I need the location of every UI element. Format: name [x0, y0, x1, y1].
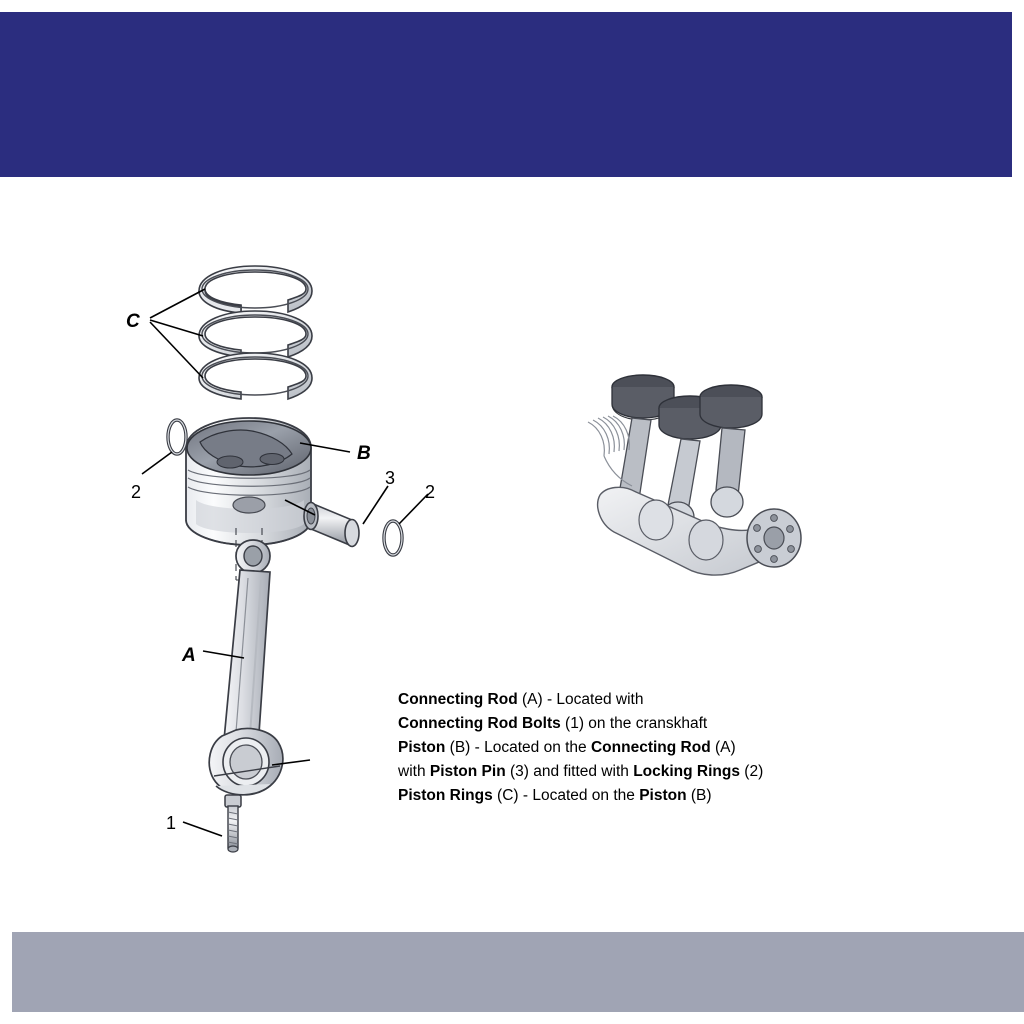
leader-line-bolt — [183, 822, 222, 836]
connecting-rod — [209, 540, 283, 795]
leader-line-connecting-rod — [203, 651, 310, 765]
leader-line-piston-pin — [285, 486, 388, 524]
caption-line-4: with Piston Pin (3) and fitted with Locking Rings (2) — [398, 763, 764, 780]
connecting-rod-bolt — [225, 795, 241, 852]
caption-block — [398, 688, 868, 808]
caption-line-3: Piston (B) - Located on the Connecting Rod (A) — [398, 739, 736, 756]
locking-ring-right — [384, 521, 402, 555]
caption-line-1: Connecting Rod (A) - Located with — [398, 691, 644, 708]
callout-b: B — [357, 443, 371, 464]
callout-2-right: 2 — [425, 482, 436, 502]
assembly-illustration — [588, 375, 801, 575]
leader-lines-rings — [150, 289, 205, 378]
piston-group — [186, 418, 311, 580]
leader-line-piston — [300, 443, 350, 452]
locking-ring-left — [168, 420, 186, 454]
callout-2-left: 2 — [131, 482, 142, 502]
callout-3: 3 — [385, 468, 396, 488]
header-band — [0, 12, 1012, 177]
caption-line-2: Connecting Rod Bolts (1) on the cranskhaft — [398, 715, 708, 732]
callout-c: C — [126, 311, 140, 332]
caption-line-5: Piston Rings (C) - Located on the Piston (B) — [398, 787, 712, 804]
footer-band — [12, 932, 1024, 1012]
callout-1: 1 — [166, 813, 177, 833]
callout-a: A — [182, 645, 196, 666]
piston-pin — [304, 503, 359, 547]
piston-rings-group — [199, 266, 312, 399]
